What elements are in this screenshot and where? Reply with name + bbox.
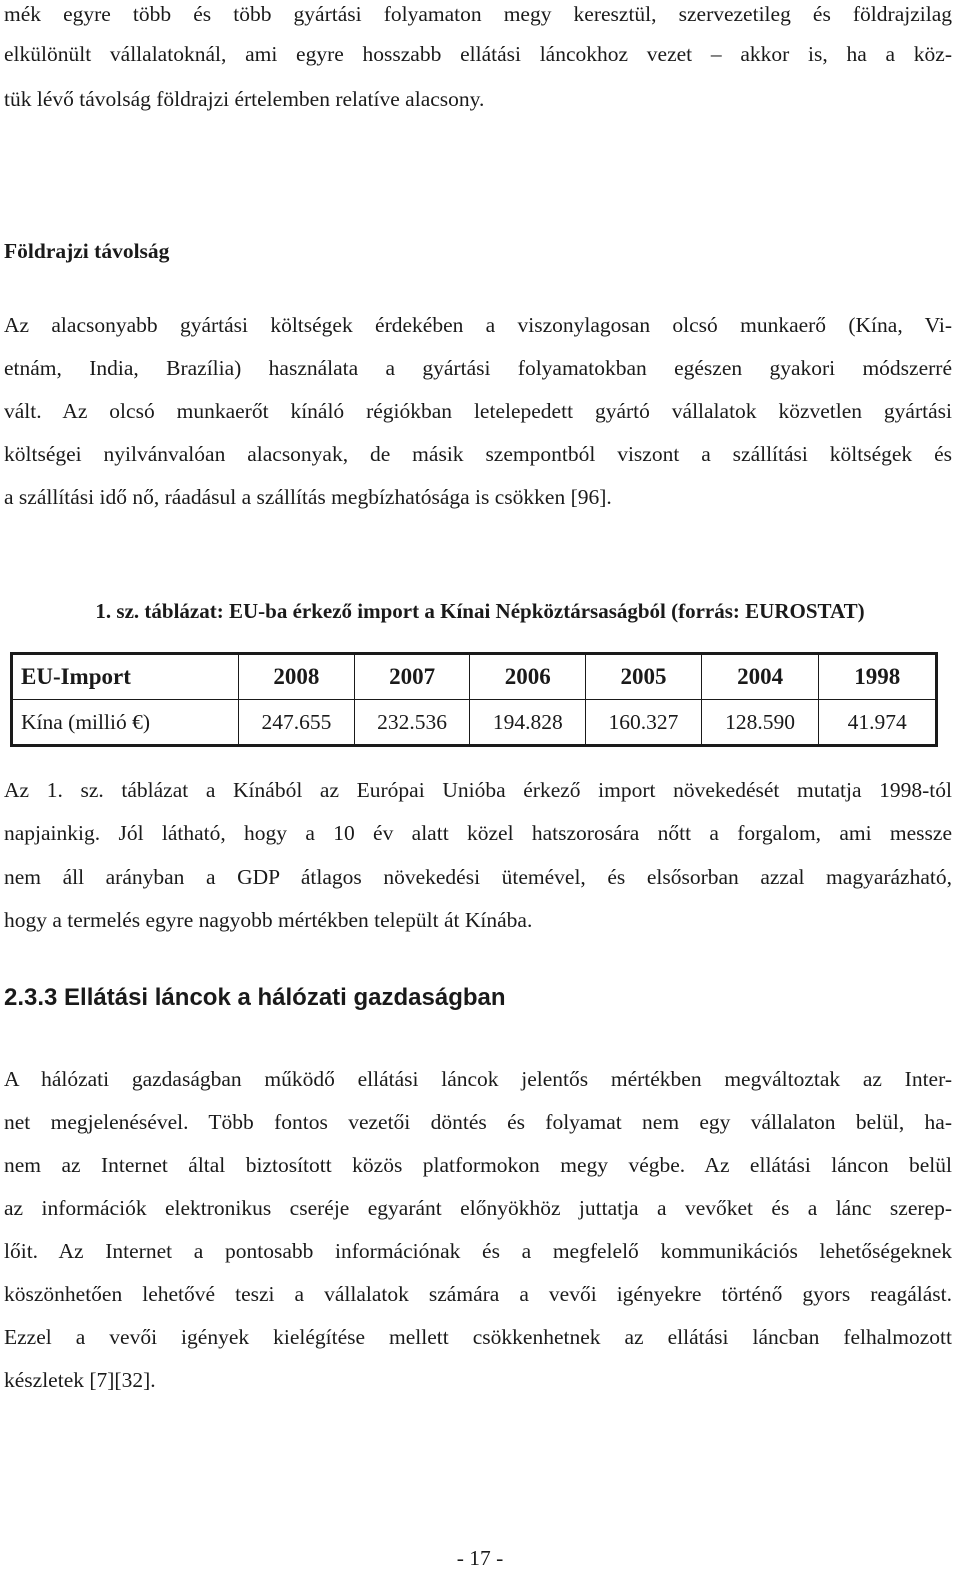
paragraph-line: vált. Az olcsó munkaerőt kínáló régiókban letelepedett gyártó vállalatok közvetlen gyártási: [4, 399, 952, 423]
paragraph-line: a szállítási idő nő, ráadásul a szállítás megbízhatósága is csökken [96].: [4, 485, 612, 509]
import-table: [10, 652, 938, 747]
table-header-cell: 2005: [586, 654, 702, 700]
paragraph-line: Az alacsonyabb gyártási költségek érdekében a viszonylagosan olcsó munkaerő (Kína, Vi-: [4, 313, 952, 337]
paragraph-line: etnám, India, Brazília) használata a gyártási folyamatokban egészen gyakori módszerré: [4, 356, 952, 380]
paragraph-line: net megjelenésével. Több fontos vezetői döntés és folyamat nem egy vállalaton belül, ha-: [4, 1110, 952, 1134]
section-heading: 2.3.3 Ellátási láncok a hálózati gazdaságban: [4, 984, 506, 1011]
table-cell: 128.590: [701, 700, 819, 746]
paragraph-line: nem az Internet által biztosított közös platformokon megy végbe. Az ellátási láncon belül: [4, 1153, 952, 1177]
table-cell: 194.828: [470, 700, 586, 746]
table-row: [12, 700, 937, 746]
table-header-cell: 1998: [819, 654, 937, 700]
page-number: - 17 -: [456, 1546, 504, 1570]
table-cell: 41.974: [819, 700, 937, 746]
table-cell: 232.536: [354, 700, 470, 746]
table-header-cell: EU-Import: [12, 654, 239, 700]
paragraph-line: lőit. Az Internet a pontosabb információnak és a megfelelő kommunikációs lehetőségeknek: [4, 1239, 952, 1263]
paragraph-line: készletek [7][32].: [4, 1368, 156, 1392]
table-cell: 160.327: [586, 700, 702, 746]
paragraph-line: A hálózati gazdaságban működő ellátási láncok jelentős mértékben megváltoztak az Inter-: [4, 1067, 952, 1091]
paragraph-line: nem áll arányban a GDP átlagos növekedési ütemével, és elsősorban azzal magyarázható,: [4, 865, 952, 889]
table-header-cell: 2006: [470, 654, 586, 700]
paragraph-line: Az 1. sz. táblázat a Kínából az Európai Unióba érkező import növekedését mutatja 1998-tól: [4, 778, 952, 802]
paragraph-line: napjainkig. Jól látható, hogy a 10 év alatt közel hatszorosára nőtt a forgalom, ami messze: [4, 821, 952, 845]
table-caption: 1. sz. táblázat: EU-ba érkező import a Kínai Népköztársaságból (forrás: EUROSTAT): [95, 599, 865, 623]
paragraph-line: hogy a termelés egyre nagyobb mértékben települt át Kínába.: [4, 908, 533, 932]
paragraph-line: köszönhetően lehetővé teszi a vállalatok számára a vevői igényekre történő gyors reagálást.: [4, 1282, 952, 1306]
intro-line: elkülönült vállalatoknál, ami egyre hosszabb ellátási láncokhoz vezet – akkor is, ha a köz-: [4, 42, 952, 66]
paragraph-line: Ezzel a vevői igények kielégítése mellett csökkenhetnek az ellátási láncban felhalmozott: [4, 1325, 952, 1349]
paragraph-line: az információk elektronikus cseréje egyaránt előnyökhöz juttatja a vevőket és a lánc szerep-: [4, 1196, 952, 1220]
paragraph-line: költségei nyilvánvalóan alacsonyak, de másik szempontból viszont a szállítási költségek és: [4, 442, 952, 466]
intro-line: mék egyre több és több gyártási folyamaton megy keresztül, szervezetileg és földrajzilag: [4, 2, 952, 26]
table-cell: Kína (millió €): [12, 700, 239, 746]
table-cell: 247.655: [239, 700, 355, 746]
section-title: Földrajzi távolság: [4, 239, 170, 263]
table-header-cell: 2008: [239, 654, 355, 700]
table-header-cell: 2007: [354, 654, 470, 700]
table-header-row: [12, 654, 937, 700]
intro-line: tük lévő távolság földrajzi értelemben relatíve alacsony.: [4, 87, 485, 111]
table-header-cell: 2004: [701, 654, 819, 700]
